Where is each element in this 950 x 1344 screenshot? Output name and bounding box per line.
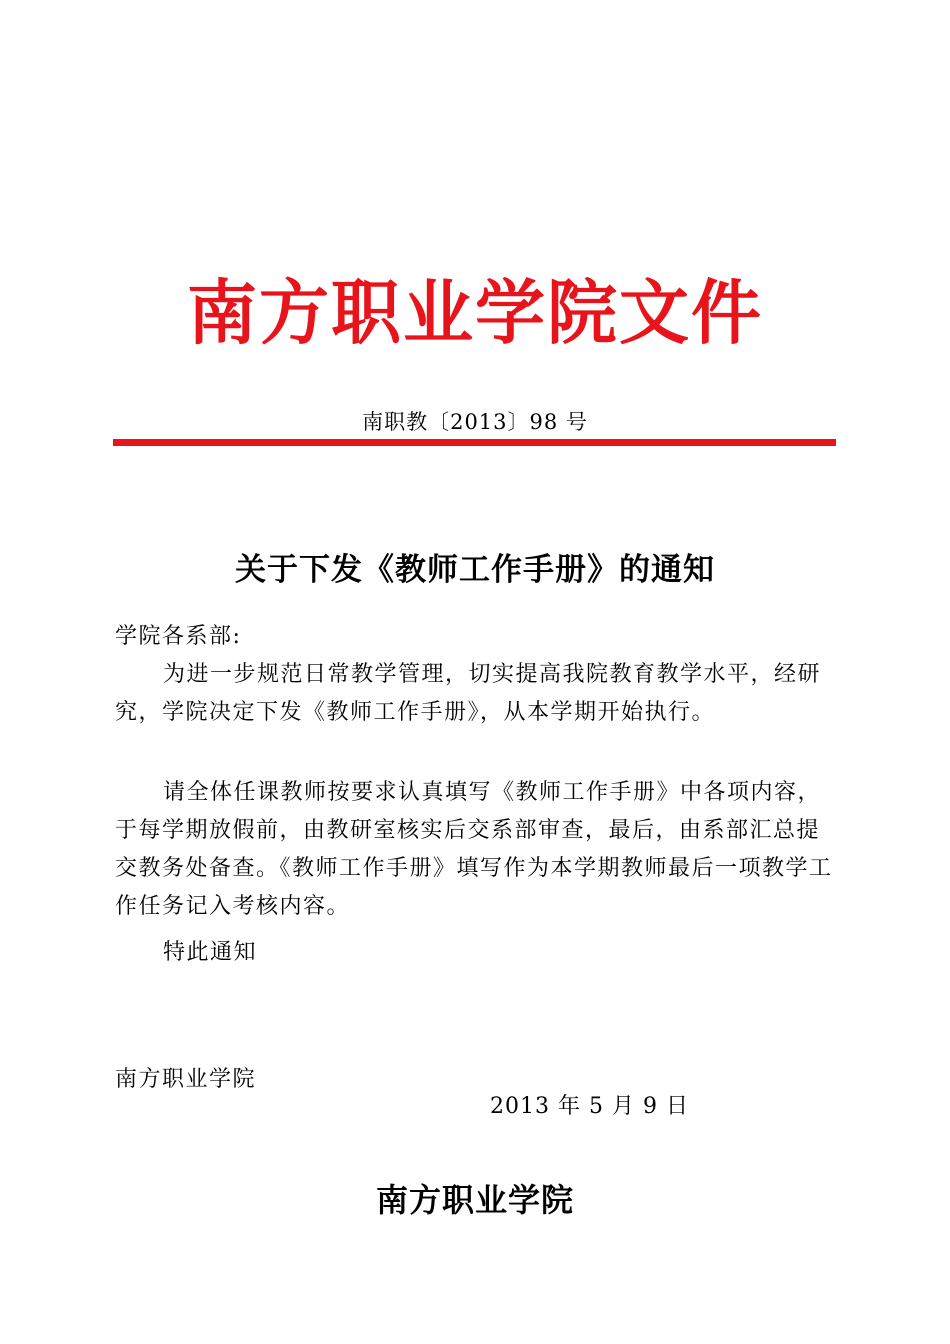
body-paragraph-2: 请全体任课教师按要求认真填写《教师工作手册》中各项内容，于每学期放假前，由教研室核实后交系部审查，最后，由系部汇总提交教务处备查。《教师工作手册》填写作为本学期教师最后一项教学工作任务记入考核内容。 bbox=[115, 780, 833, 919]
red-divider-line bbox=[113, 439, 836, 446]
body-paragraph-1: 为进一步规范日常教学管理，切实提高我院教育教学水平，经研究，学院决定下发《教师工作手册》，从本学期开始执行。 bbox=[115, 662, 822, 725]
signature-organization: 南方职业学院 bbox=[115, 1067, 257, 1092]
document-number: 南职教〔2013〕98 号 bbox=[362, 410, 588, 434]
footer-organization: 南方职业学院 bbox=[375, 1181, 574, 1219]
signature-date: 2013 年 5 月 9 日 bbox=[490, 1094, 689, 1119]
document-masthead: 南方职业学院文件 bbox=[187, 272, 763, 354]
salutation: 学院各系部: bbox=[115, 624, 242, 649]
closing-remark: 特此通知 bbox=[163, 940, 258, 965]
notice-title: 关于下发《教师工作手册》的通知 bbox=[235, 552, 715, 588]
